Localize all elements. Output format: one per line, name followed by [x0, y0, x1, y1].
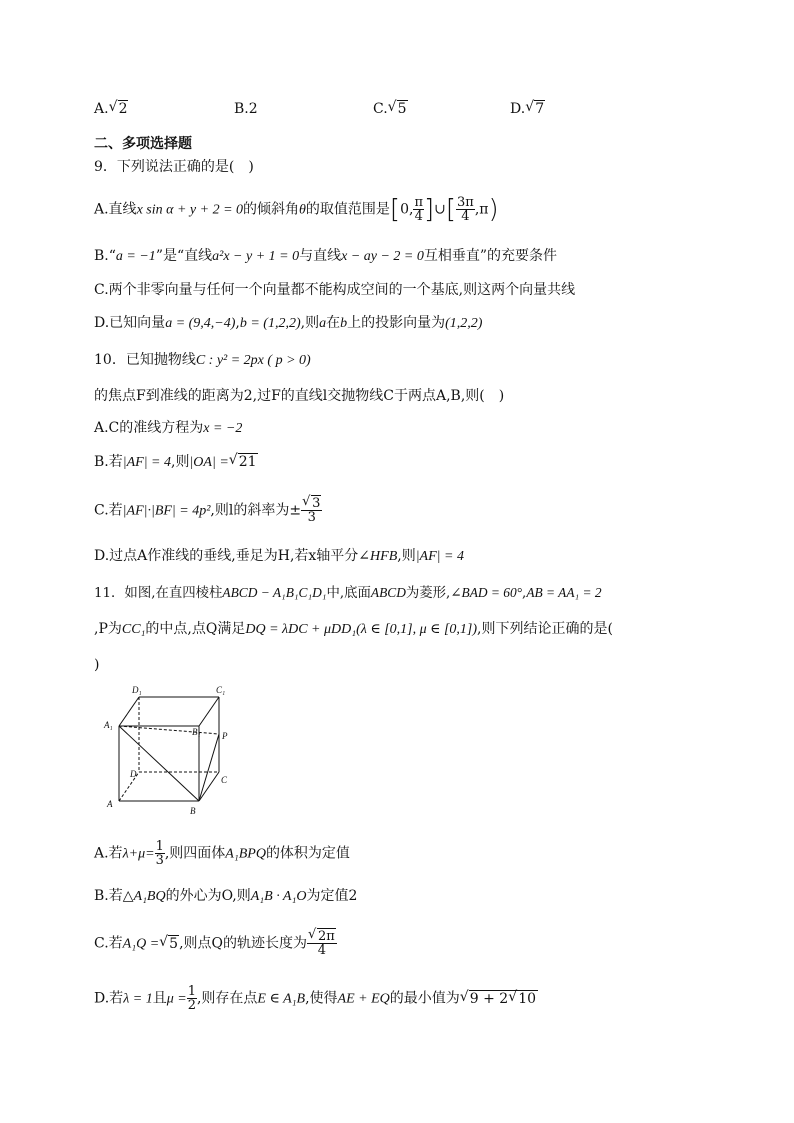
q8-option-d: D.√ 7	[510, 99, 545, 119]
q11-option-a: A.若λ+μ= $\frac{1}{3}$ ,则四面体A₁BPQ的体积为定值	[94, 839, 350, 868]
label-b: B	[190, 806, 196, 816]
label-a1: A₁	[104, 720, 113, 730]
q8-option-b: B.2	[234, 101, 258, 117]
label-b1: B₁	[192, 727, 201, 737]
label-d: D	[130, 769, 137, 779]
label-p: P	[222, 731, 228, 741]
q9-option-b: B.“a = −1”是“直线a²x − y + 1 = 0与直线x − ay − 2 = 0互相垂直”的充要条件	[94, 248, 558, 264]
edge-a1-p	[119, 726, 219, 734]
label-a: A	[107, 799, 113, 809]
edge-a1-b	[119, 726, 199, 801]
q11-stem-line3: )	[94, 657, 100, 673]
q11-option-b: B.若△A₁BQ的外心为O,则A₁B · A₁O为定值2	[94, 888, 358, 904]
edge-b-p	[199, 734, 219, 801]
edge-a1-d1	[119, 697, 139, 726]
q8-options	[94, 99, 714, 121]
q9-stem: 9．下列说法正确的是( )	[94, 159, 254, 175]
q10-option-c: C.若|AF|·|BF| = 4p²,则l的斜率为± √ $\frac{3}{3}$	[94, 497, 322, 524]
q10-option-d: D.过点A作准线的垂线,垂足为H,若x轴平分∠HFB,则|AF| = 4	[94, 548, 464, 564]
q10-stem-line2: 的焦点F到准线的距离为2,过F的直线l交抛物线C于两点A,B,则( )	[94, 388, 505, 404]
label-c: C	[221, 775, 228, 785]
q11-stem-line1: 11．如图,在直四棱柱ABCD − A₁B₁C₁D₁中,底面ABCD为菱形,∠BAD = 60°,AB = AA₁ = 2	[94, 585, 602, 601]
label-c1: C₁	[216, 685, 226, 695]
q9-option-a: A.直线x sin α + y + 2 = 0的倾斜角θ的取值范围是[0, $\frac{\pi}{4}$ ]∪[ $\frac{3\pi}{4}$ ,π)	[94, 194, 499, 225]
q10-option-a: A.C的准线方程为x = −2	[94, 420, 243, 436]
edge-c1-b1	[199, 697, 219, 726]
q9-option-d: D.已知向量a = (9,4,−4),b = (1,2,2),则a在b上的投影向量为(1,2,2)	[94, 315, 483, 331]
q11-option-d: D.若λ = 1且μ = $\frac{1}{2}$ ,则存在点E ∈ A₁B,使得AE + EQ的最小值为√ 9 + 2√ 10	[94, 985, 538, 1012]
q10-stem-line1: 10．已知抛物线C : y² = 2px ( p > 0)	[94, 352, 311, 368]
label-d1: D₁	[132, 685, 142, 695]
q11-option-c: C.若A₁Q =√ 5,则点Q的轨迹长度为 √ $\frac{2\pi}{4}$	[94, 930, 337, 957]
edge-b-c	[199, 772, 219, 801]
q10-option-b: B.若|AF| = 4,则|OA| =√ 21	[94, 452, 258, 473]
section-title: 二、多项选择题	[94, 136, 192, 152]
prism-figure	[94, 684, 244, 819]
q9-option-c: C.两个非零向量与任何一个向量都不能构成空间的一个基底,则这两个向量共线	[94, 282, 576, 298]
q11-stem-line2: ,P为CC₁的中点,点Q满足DQ = λDC + μDD₁(λ ∈ [0,1], μ ∈ [0,1]),则下列结论正确的是(	[94, 621, 613, 637]
q8-option-a: A.√ 2	[94, 99, 128, 119]
q8-option-c: C.√ 5	[373, 99, 408, 119]
